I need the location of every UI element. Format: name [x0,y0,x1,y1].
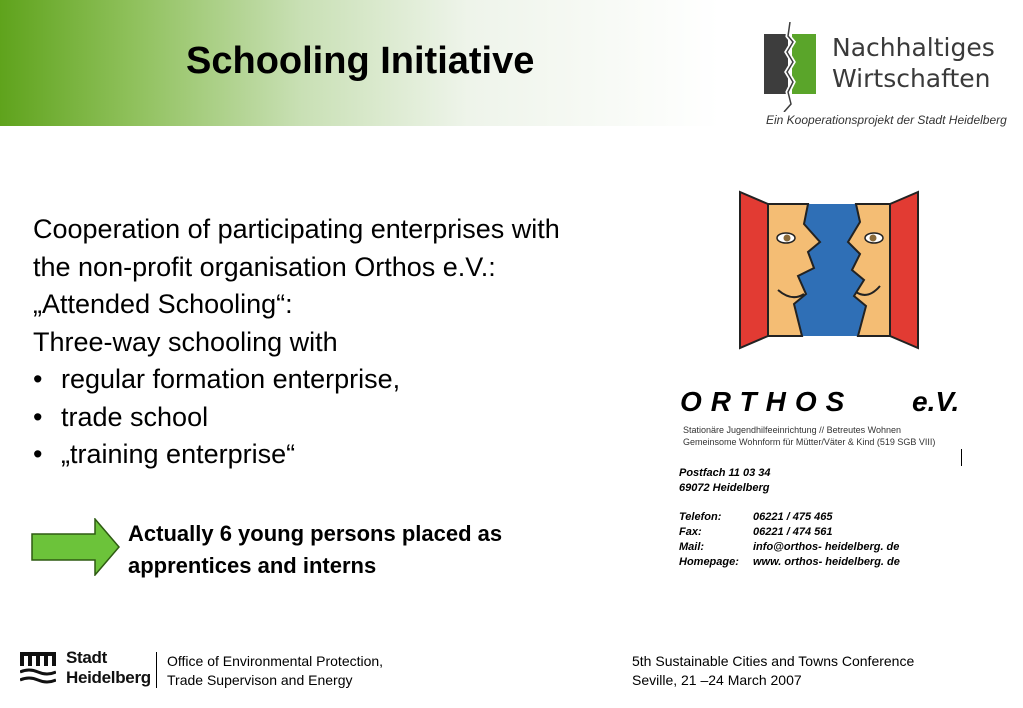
footer-line: Office of Environmental Protection, [167,653,384,669]
contact-value: 06221 / 474 561 [753,526,833,538]
address-line: Postfach 11 03 34 [679,467,771,479]
nw-logo-line1: Nachhaltiges [832,33,995,62]
heidelberg-bridge-icon [20,650,56,686]
bullet-item [33,361,673,399]
nw-logo-icon [760,22,824,112]
contact-row [679,555,900,570]
nw-logo-line2: Wirtschaften [832,64,991,93]
contact-value: www. orthos- heidelberg. de [753,556,900,568]
bullet-text: regular formation enterprise, [61,364,401,394]
body-line: Three-way schooling with [33,326,338,357]
bullet-dot: • [33,401,43,432]
contact-label: Homepage: [679,556,739,568]
bullet-dot: • [33,439,43,469]
orthos-contact-list [679,510,900,570]
callout-text: Actually 6 young persons placed as apprentices and interns [128,521,503,578]
bullet-item [33,399,673,437]
body-line: „Attended Schooling“: [33,289,293,319]
orthos-subtitle-line: Stationäre Jugendhilfeeinrichtung // Betreutes Wohnen [683,425,901,435]
bullet-text: trade school [61,401,209,432]
contact-row [679,540,900,555]
bullet-text: „training enterprise“ [61,439,296,469]
bullet-item [33,436,673,474]
city-logo-line1: Stadt [66,648,108,667]
footer-line: 5th Sustainable Cities and Towns Conference [632,653,915,669]
slide-title: Schooling Initiative [186,40,535,82]
contact-value: info@orthos- heidelberg. de [753,541,900,553]
orthos-subtitle-line: Gemeinsome Wohnform für Mütter/Väter & Kind (519 SGB VIII) [683,437,936,447]
footer-department [167,652,383,690]
body-line: Cooperation of participating enterprises with [33,214,560,244]
contact-row [679,525,900,540]
contact-label: Telefon: [679,511,722,523]
city-logo-line2: Heidelberg [66,668,151,687]
footer-conference [632,652,914,690]
orthos-divider [961,449,962,466]
orthos-window-faces-logo [738,190,920,352]
address-line: 69072 Heidelberg [679,482,770,494]
nachhaltiges-wirtschaften-logo [760,22,1010,132]
contact-label: Fax: [679,526,702,538]
orthos-subtitle [683,424,935,448]
contact-row [679,510,900,525]
contact-label: Mail: [679,541,705,553]
body-line: the non-profit organisation Orthos e.V.: [33,251,496,282]
footer-line: Trade Supervison and Energy [167,672,353,688]
footer-line: Seville, 21 –24 March 2007 [632,672,802,688]
footer-divider [156,652,157,688]
orthos-suffix: e.V. [912,386,960,417]
orthos-address [679,466,771,496]
arrow-right-icon [31,518,121,576]
contact-value: 06221 / 475 465 [753,511,833,523]
orthos-name: ORTHOS [680,386,854,417]
nw-logo-subtitle: Ein Kooperationsprojekt der Stadt Heidelberg [766,113,1007,127]
bullet-dot: • [33,364,43,394]
body-text [33,211,673,474]
